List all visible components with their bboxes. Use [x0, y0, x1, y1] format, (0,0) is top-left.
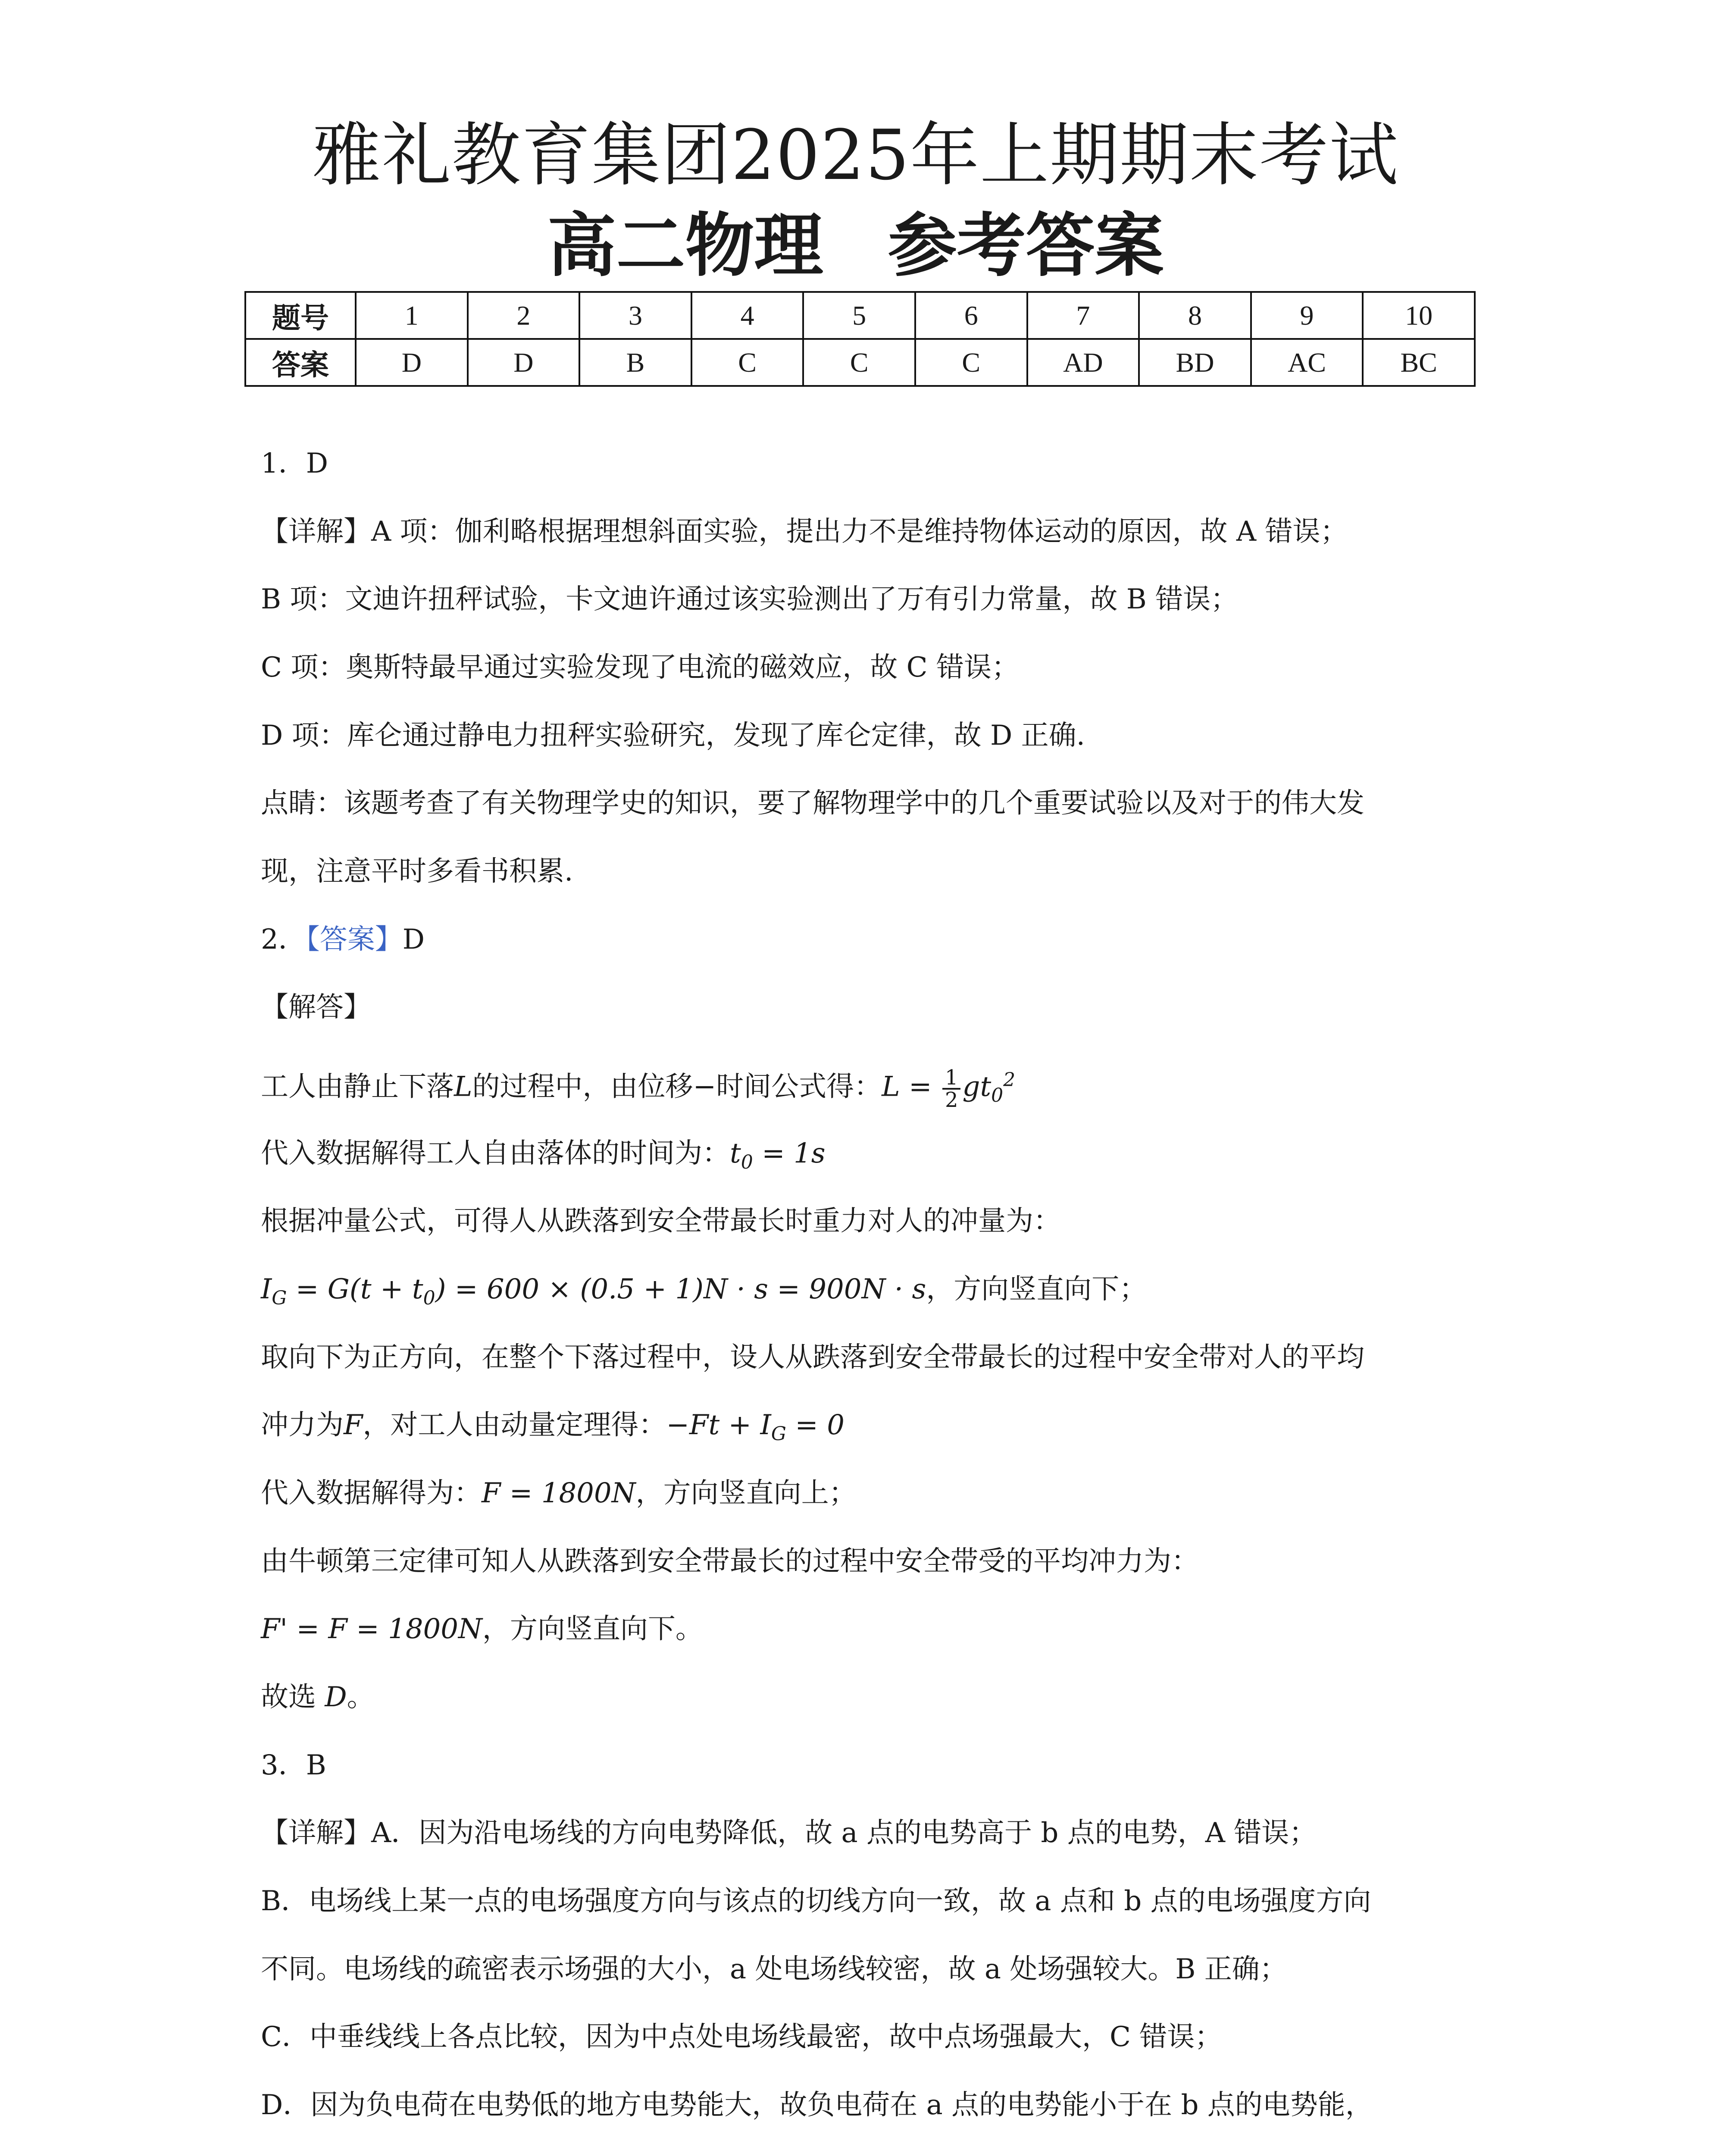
math-expr: = 0 — [786, 1409, 845, 1441]
subscript: G — [272, 1287, 287, 1309]
table-cell: 4 — [691, 292, 804, 339]
math-expr: F = 1800N — [482, 1477, 636, 1509]
table-header-cell: 答案 — [245, 339, 356, 386]
math-expr: −Ft + I — [666, 1409, 771, 1441]
table-cell: 7 — [1027, 292, 1139, 339]
q2-line — [261, 1474, 1464, 1513]
q2-number: 2． — [261, 924, 306, 956]
q2-line: 取向下为正方向，在整个下落过程中，设人从跌落到安全带最长的过程中安全带对人的平均 — [261, 1341, 1364, 1373]
math-var: F — [344, 1409, 363, 1441]
math-var: I — [261, 1273, 272, 1305]
text: 故选 — [261, 1681, 325, 1713]
subscript: 0 — [991, 1084, 1004, 1107]
table-cell: 3 — [579, 292, 691, 339]
math-expr: L = — [882, 1071, 941, 1103]
fraction-denominator: 2 — [945, 1087, 958, 1112]
q2-answer: D — [402, 924, 425, 956]
text: 代入数据解得工人自由落体的时间为： — [261, 1138, 730, 1169]
table-cell: 9 — [1251, 292, 1363, 339]
text: ，方向竖直向上； — [635, 1477, 857, 1509]
table-cell: C — [691, 339, 804, 386]
q3-line: D．因为负电荷在电势低的地方电势能大，故负电荷在 a 点的电势能小于在 b 点的电势能， — [261, 2089, 1373, 2121]
superscript: 2 — [1003, 1069, 1016, 1091]
q3-line: 【详解】A．因为沿电场线的方向电势降低，故 a 点的电势高于 b 点的电势，A 错误； — [261, 1817, 1317, 1849]
math-expr: t — [730, 1138, 741, 1169]
q1-line: B 项：文迪许扭秤试验，卡文迪许通过该实验测出了万有引力常量，故 B 错误； — [261, 583, 1239, 615]
q3-heading: 3．B — [261, 1749, 326, 1781]
q3-line: B．电场线上某一点的电场强度方向与该点的切线方向一致，故 a 点和 b 点的电场强度方向 — [261, 1885, 1371, 1917]
text: 代入数据解得为： — [261, 1477, 482, 1509]
table-cell: C — [915, 339, 1027, 386]
subscript: 0 — [741, 1151, 753, 1173]
q3-line: 不同。电场线的疏密表示场强的大小，a 处电场线较密，故 a 处场强较大。B 正确； — [261, 1953, 1287, 1985]
text: 的过程中，由位移−时间公式得： — [472, 1071, 882, 1103]
fraction — [942, 1067, 961, 1110]
q2-line — [261, 1678, 1464, 1717]
text: 。 — [347, 1681, 375, 1713]
q2-line — [261, 1406, 1464, 1454]
table-cell: D — [468, 339, 580, 386]
math-var: D — [325, 1681, 347, 1713]
q2-line — [261, 1134, 1464, 1182]
table-header-cell: 题号 — [245, 292, 356, 339]
table-cell: 6 — [915, 292, 1027, 339]
table-cell: C — [803, 339, 915, 386]
answer-tag: 【答案】 — [306, 924, 403, 956]
table-cell: 5 — [803, 292, 915, 339]
q1-line: 现，注意平时多看书积累. — [261, 856, 573, 887]
answer-title: 参考答案 — [888, 205, 1164, 286]
q2-line — [261, 1270, 1464, 1318]
table-cell: AD — [1027, 339, 1139, 386]
q2-heading — [261, 920, 1464, 959]
exam-subtitle — [0, 203, 1711, 289]
q1-line: 点睛：该题考查了有关物理学史的知识，要了解物理学中的几个重要试验以及对于的伟大发 — [261, 787, 1364, 819]
math-var: L — [454, 1071, 472, 1103]
subscript: G — [771, 1423, 786, 1445]
table-cell: D — [356, 339, 468, 386]
exam-title: 雅礼教育集团2025年上期期末考试 — [312, 115, 1399, 195]
answer-table — [244, 291, 1476, 387]
q3-line — [261, 2154, 1464, 2156]
q1-line: D 项：库仑通过静电力扭秤实验研究，发现了库仑定律，故 D 正确. — [261, 720, 1085, 752]
math-expr: gt — [962, 1071, 992, 1103]
table-cell: 8 — [1139, 292, 1251, 339]
subscript: 0 — [423, 1287, 435, 1309]
math-expr: = 1s — [753, 1138, 826, 1169]
q3-line: C．中垂线线上各点比较，因为中点处电场线最密，故中点场强最大，C 错误； — [261, 2021, 1223, 2053]
q1-line: C 项：奥斯特最早通过实验发现了电流的磁效应，故 C 错误； — [261, 652, 1019, 683]
text: ，方向竖直向下； — [926, 1273, 1147, 1305]
table-cell: 2 — [468, 292, 580, 339]
table-cell: AC — [1251, 339, 1363, 386]
answer-row — [245, 339, 1475, 386]
text: 冲力为 — [261, 1409, 344, 1441]
table-cell: 1 — [356, 292, 468, 339]
table-cell: BC — [1363, 339, 1475, 386]
question-number-row — [245, 292, 1475, 339]
table-cell: B — [579, 339, 691, 386]
text: 工人由静止下落 — [261, 1071, 454, 1103]
q2-line — [261, 1061, 1464, 1115]
text: ，方向竖直向下。 — [482, 1613, 703, 1645]
q2-line: 根据冲量公式，可得人从跌落到安全带最长时重力对人的冲量为： — [261, 1205, 1061, 1237]
q2-line: 由牛顿第三定律可知人从跌落到安全带最长的过程中安全带受的平均冲力为： — [261, 1545, 1199, 1577]
table-cell: 10 — [1363, 292, 1475, 339]
q2-solution-label: 【解答】 — [261, 991, 371, 1023]
q1-heading: 1．D — [261, 448, 328, 479]
math-expr: ) = 600 × (0.5 + 1)N · s = 900N · s — [435, 1273, 926, 1305]
text: ，对工人由动量定理得： — [363, 1409, 666, 1441]
q2-line — [261, 1610, 1464, 1648]
subject-title: 高二物理 — [547, 205, 823, 286]
math-expr: F' = F = 1800N — [261, 1613, 482, 1645]
math-expr: = G(t + t — [287, 1273, 423, 1305]
table-cell: BD — [1139, 339, 1251, 386]
q1-line: 【详解】A 项：伽利略根据理想斜面实验，提出力不是维持物体运动的原因，故 A 错误； — [261, 516, 1348, 548]
fraction-numerator: 1 — [942, 1067, 961, 1090]
